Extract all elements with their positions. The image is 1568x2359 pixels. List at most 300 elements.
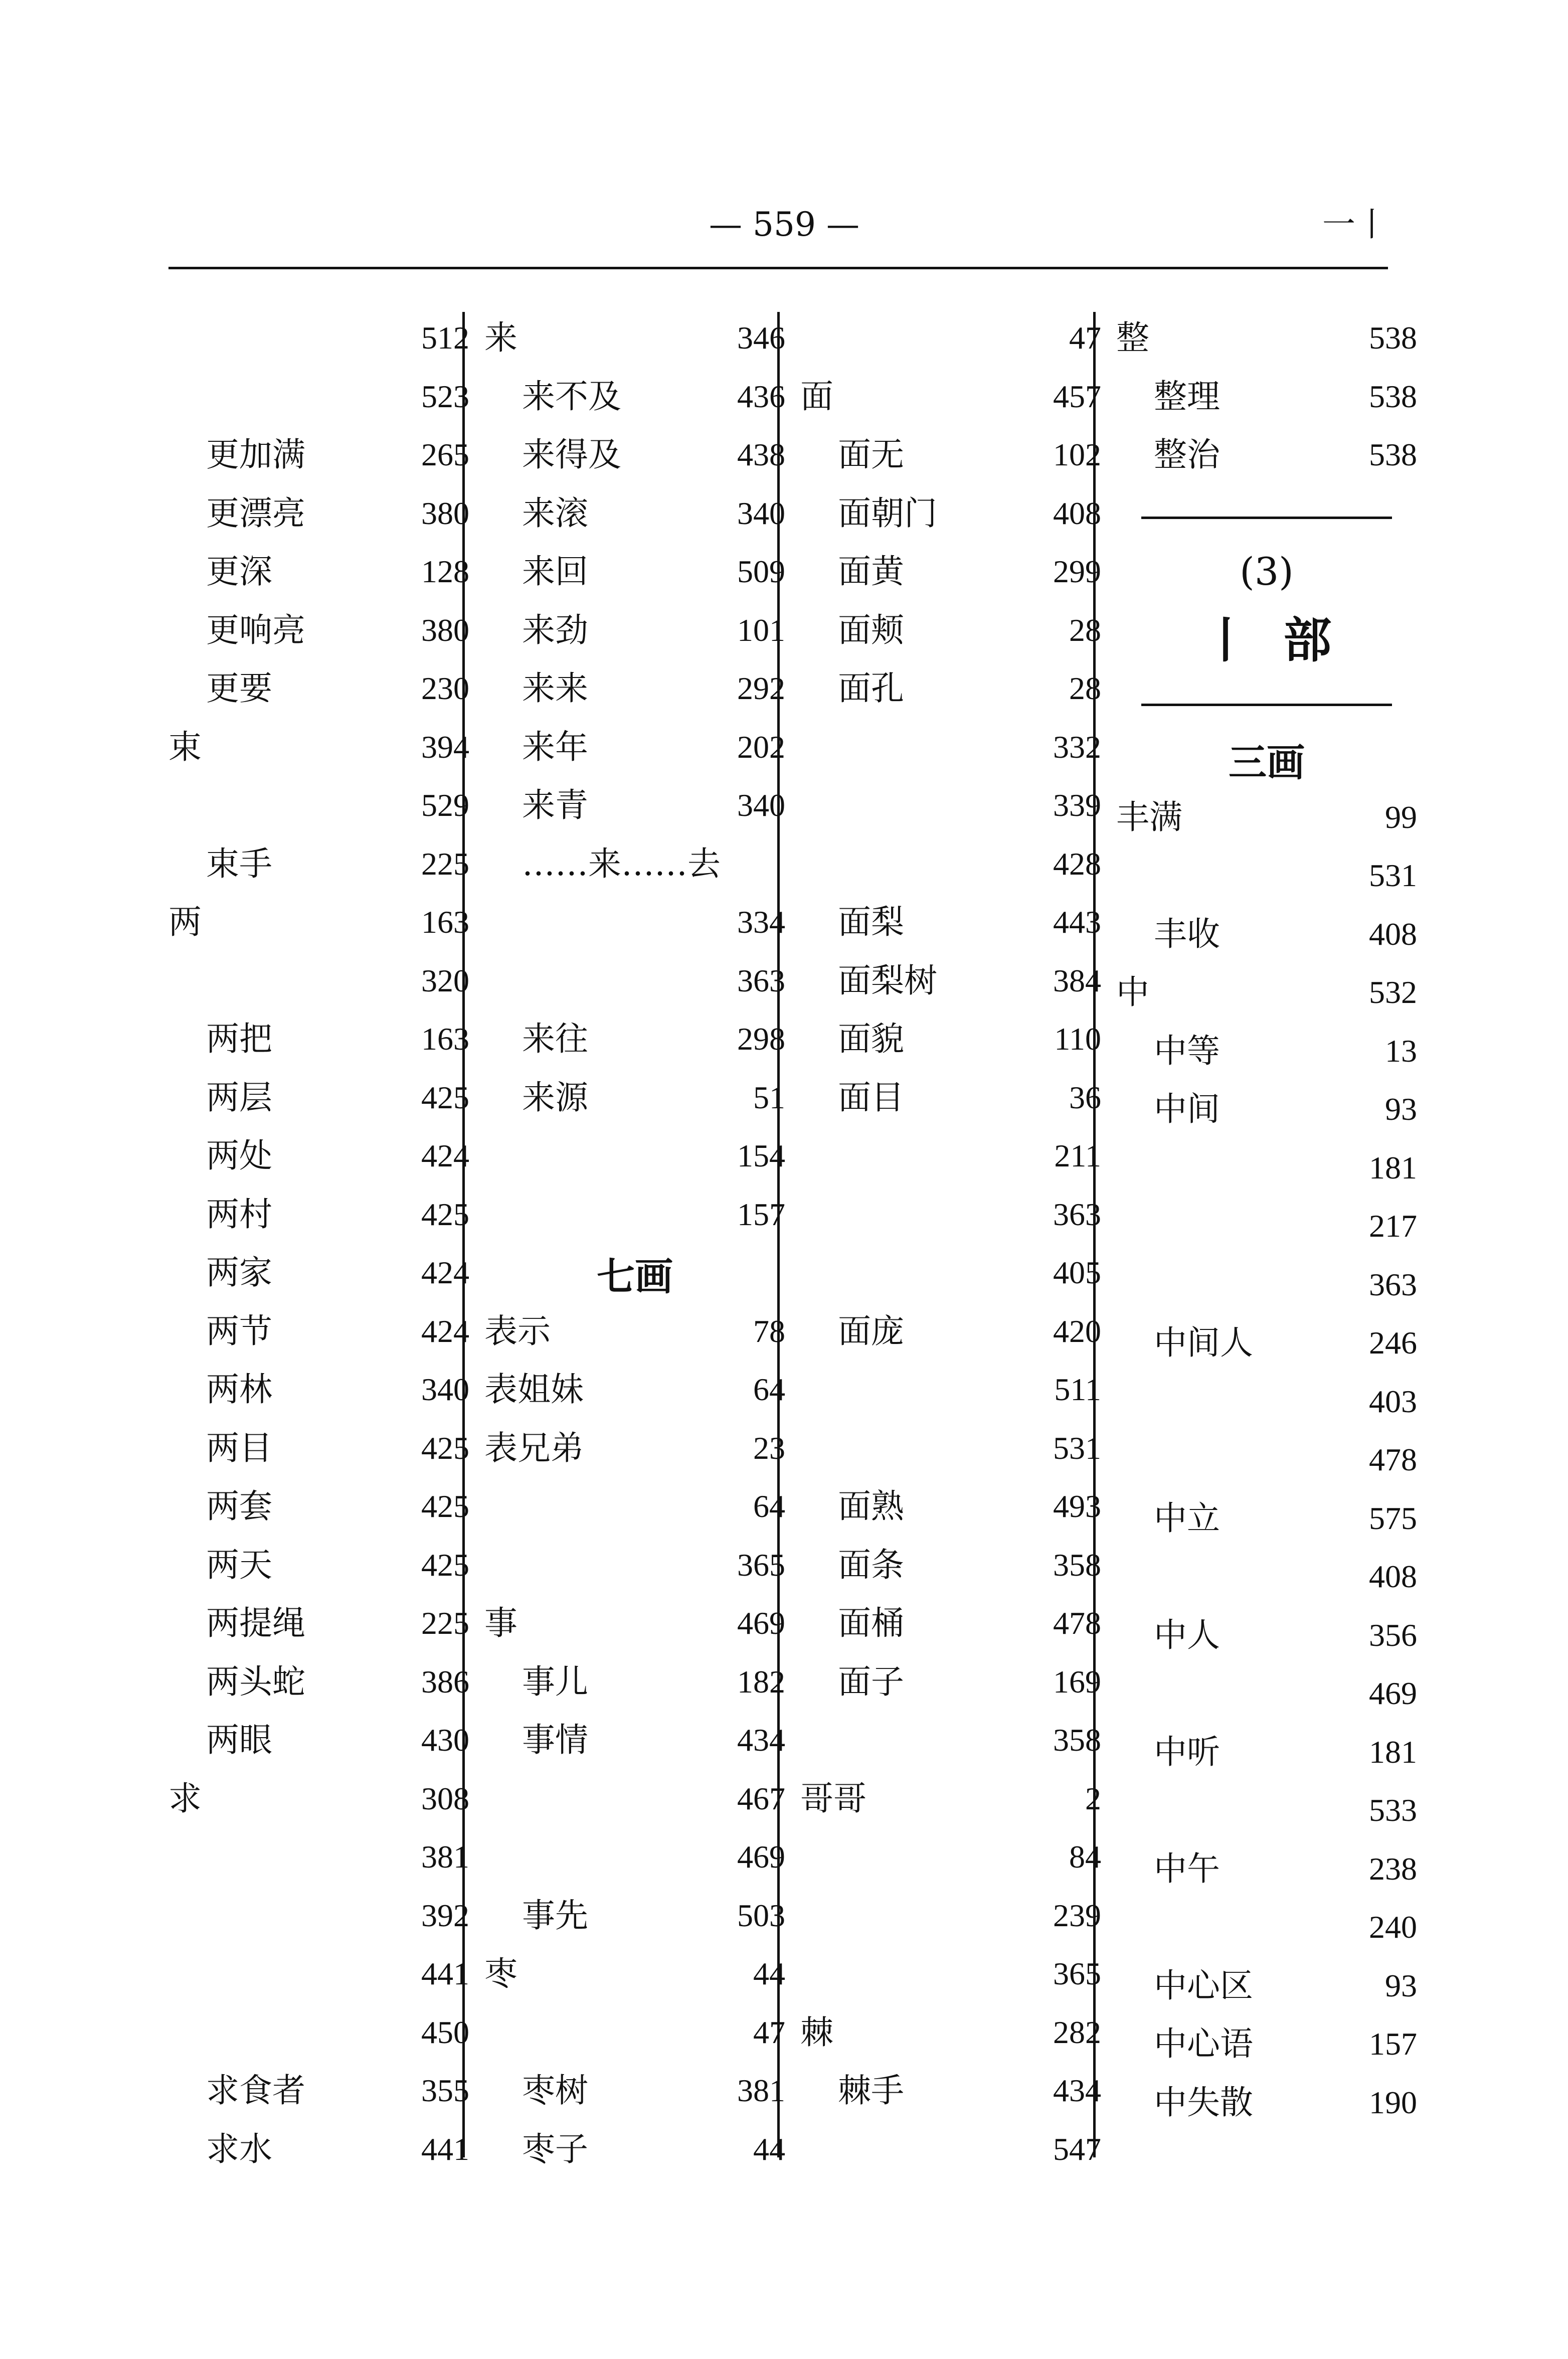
index-entry — [168, 488, 469, 547]
index-entry — [1116, 851, 1417, 909]
sub-term: ……来……去 — [522, 844, 721, 883]
head-term: 哥哥 — [800, 1779, 866, 1818]
page-ref: 424 — [421, 1138, 469, 1173]
index-entry — [800, 1248, 1101, 1306]
head-term: 中 — [1116, 973, 1149, 1012]
page-ref: 531 — [1369, 858, 1417, 893]
page-ref: 2 — [1085, 1780, 1101, 1816]
index-entry — [1116, 2078, 1417, 2136]
index-entry — [800, 1832, 1101, 1891]
page-ref: 238 — [1369, 1850, 1417, 1887]
index-entry — [800, 1657, 1101, 1716]
index-entry — [800, 1306, 1101, 1365]
index-entry — [800, 2124, 1101, 2183]
index-entry — [484, 1949, 785, 2007]
index-entry — [484, 1832, 785, 1891]
page-ref: 434 — [737, 1722, 785, 1758]
index-entry — [484, 2066, 785, 2124]
page-ref: 424 — [421, 1255, 469, 1290]
page-ref: 450 — [421, 2014, 469, 2050]
index-column-4 — [1116, 313, 1417, 2136]
index-entry — [484, 605, 785, 664]
index-entry — [168, 2066, 469, 2124]
index-entry — [168, 1949, 469, 2007]
index-entry — [800, 956, 1101, 1015]
sub-term: 枣子 — [522, 2129, 588, 2168]
page-ref: 332 — [1053, 729, 1101, 765]
index-entry — [1116, 1493, 1417, 1552]
sub-term: 更漂亮 — [206, 493, 305, 533]
page-ref: 225 — [421, 1605, 469, 1641]
sub-term: 来来 — [522, 669, 588, 708]
index-entry — [484, 1657, 785, 1716]
index-entry — [168, 313, 469, 372]
page-ref: 436 — [737, 378, 785, 414]
head-term: 面 — [800, 377, 833, 416]
page-ref: 575 — [1369, 1500, 1417, 1536]
sub-term: 面黄 — [838, 552, 904, 591]
page-ref: 441 — [421, 1956, 469, 1991]
page-ref: 469 — [737, 1605, 785, 1641]
page-ref: 102 — [1053, 437, 1101, 472]
sub-term: 面目 — [838, 1078, 904, 1117]
sub-term: 来不及 — [522, 377, 621, 416]
page-ref: 533 — [1369, 1792, 1417, 1828]
page-ref: 425 — [421, 1196, 469, 1232]
index-entry — [800, 722, 1101, 781]
sub-term: 两天 — [206, 1545, 272, 1584]
page-ref: 308 — [421, 1780, 469, 1816]
index-entry — [800, 1073, 1101, 1131]
page-ref: 36 — [1069, 1079, 1101, 1115]
sub-term: 求水 — [206, 2129, 272, 2168]
sub-term: 面子 — [838, 1662, 904, 1701]
index-entry — [484, 956, 785, 1015]
page-ref: 211 — [1054, 1138, 1101, 1173]
sub-term: 来滚 — [522, 493, 588, 533]
index-entry — [1116, 909, 1417, 968]
page-ref: 493 — [1053, 1488, 1101, 1524]
index-entry — [1116, 1844, 1417, 1903]
page-ref: 239 — [1053, 1897, 1101, 1933]
index-entry — [800, 1774, 1101, 1832]
index-entry — [168, 1540, 469, 1599]
page-ref: 441 — [421, 2131, 469, 2167]
index-entry — [484, 1131, 785, 1190]
sub-term: 事情 — [522, 1721, 588, 1759]
page-ref: 13 — [1385, 1033, 1417, 1069]
index-entry — [1116, 1435, 1417, 1493]
index-row — [1116, 676, 1417, 734]
sub-term: 面梨 — [838, 903, 904, 941]
head-term: 棘 — [800, 2012, 833, 2052]
page-ref: 340 — [421, 1372, 469, 1407]
page-ref: 334 — [737, 904, 785, 940]
page-ref: 386 — [421, 1663, 469, 1700]
page-ref: 355 — [421, 2073, 469, 2108]
index-entry — [800, 1949, 1101, 2007]
head-term: 枣 — [484, 1954, 517, 1993]
page-ref: 265 — [421, 437, 469, 472]
page-ref: 425 — [421, 1547, 469, 1583]
sub-term: 面梨树 — [838, 961, 937, 1000]
page-ref: 356 — [1369, 1617, 1417, 1653]
page-ref: 363 — [737, 962, 785, 998]
index-entry — [800, 2066, 1101, 2124]
index-entry — [484, 1481, 785, 1540]
sub-term: 面庞 — [838, 1311, 904, 1351]
page-ref: 408 — [1369, 916, 1417, 952]
head-term: 表姐妹 — [484, 1370, 584, 1409]
section-rule — [1141, 517, 1392, 519]
page-ref: 93 — [1385, 1967, 1417, 2003]
page-ref: 403 — [1369, 1383, 1417, 1419]
page-ref: 457 — [1053, 378, 1101, 414]
page-ref: 101 — [737, 612, 785, 648]
index-entry — [484, 839, 785, 898]
sub-term: 面孔 — [838, 669, 904, 708]
page-ref: 157 — [1369, 2026, 1417, 2062]
index-entry — [484, 1891, 785, 1949]
page-ref: 346 — [737, 320, 785, 356]
page-ref: 240 — [1369, 1909, 1417, 1945]
sub-term: 求食者 — [206, 2071, 305, 2110]
index-entry — [800, 1423, 1101, 1482]
index-entry — [168, 372, 469, 430]
index-entry — [800, 1540, 1101, 1599]
page-ref: 282 — [1053, 2014, 1101, 2050]
index-entry — [168, 1715, 469, 1774]
head-term: 两 — [168, 903, 202, 941]
index-entry — [484, 372, 785, 430]
head-term: 整 — [1116, 318, 1149, 357]
sub-term: 中立 — [1154, 1498, 1220, 1538]
index-entry — [1116, 967, 1417, 1026]
index-entry — [484, 1014, 785, 1073]
page-ref: 547 — [1053, 2131, 1101, 2167]
page-ref: 425 — [421, 1488, 469, 1524]
page-ref: 44 — [753, 1956, 785, 1991]
page-ref: 538 — [1369, 378, 1417, 414]
index-entry — [800, 1014, 1101, 1073]
index-entry — [1116, 1026, 1417, 1085]
page-ref: 529 — [421, 787, 469, 823]
page-ref: 64 — [753, 1488, 785, 1524]
index-entry — [484, 1190, 785, 1248]
index-entry — [800, 2007, 1101, 2066]
page-ref: 438 — [737, 437, 785, 472]
page-ref: 365 — [737, 1547, 785, 1583]
sub-term: 两林 — [206, 1370, 272, 1409]
index-entry — [168, 1832, 469, 1891]
index-entry — [800, 1131, 1101, 1190]
section-rule — [1141, 704, 1392, 706]
page-ref: 425 — [421, 1430, 469, 1466]
index-entry — [1116, 1961, 1417, 2019]
page-ref: 320 — [421, 962, 469, 998]
head-term: 表示 — [484, 1311, 551, 1351]
index-entry — [168, 1190, 469, 1248]
index-entry — [800, 663, 1101, 722]
sub-term: 中心语 — [1154, 2025, 1253, 2063]
page-ref: 381 — [737, 2073, 785, 2108]
index-entry — [168, 663, 469, 722]
index-entry — [168, 430, 469, 488]
page-number: — 559 — — [709, 205, 859, 244]
sub-term: 两把 — [206, 1020, 272, 1058]
index-entry — [800, 1365, 1101, 1423]
index-entry — [484, 547, 785, 605]
sub-term: 整理 — [1154, 377, 1220, 416]
sub-term: 面熟 — [838, 1487, 904, 1526]
index-entry — [484, 1540, 785, 1599]
page-ref: 365 — [1053, 1956, 1101, 1991]
index-entry — [484, 2124, 785, 2183]
page-ref: 51 — [753, 1079, 785, 1115]
page-ref: 523 — [421, 378, 469, 414]
page-ref: 163 — [421, 904, 469, 940]
page-ref: 424 — [421, 1313, 469, 1349]
page-ref: 299 — [1053, 554, 1101, 589]
index-entry — [484, 1774, 785, 1832]
sub-term: 来往 — [522, 1020, 588, 1058]
page-ref: 478 — [1053, 1605, 1101, 1641]
section-number: (3) — [1240, 549, 1294, 594]
index-row — [484, 1248, 785, 1306]
index-entry — [168, 1365, 469, 1423]
index-entry — [1116, 1727, 1417, 1786]
sub-term: 两节 — [206, 1311, 272, 1351]
page-ref: 93 — [1385, 1091, 1417, 1127]
index-entry — [168, 2007, 469, 2066]
index-entry — [168, 1891, 469, 1949]
index-entry — [800, 780, 1101, 839]
page-ref: 64 — [753, 1372, 785, 1407]
index-entry — [484, 1365, 785, 1423]
index-entry — [168, 1774, 469, 1832]
index-entry — [800, 1481, 1101, 1540]
index-column-3 — [800, 313, 1101, 2182]
sub-term: 中人 — [1154, 1615, 1220, 1654]
page-ref: 225 — [421, 846, 469, 882]
head-term: 丰满 — [1116, 797, 1182, 836]
page-ref: 23 — [753, 1430, 785, 1466]
sub-term: 中间 — [1154, 1090, 1220, 1128]
page-ref: 408 — [1053, 495, 1101, 531]
index-entry — [168, 1306, 469, 1365]
page-ref: 28 — [1069, 612, 1101, 648]
index-entry — [484, 430, 785, 488]
page-ref: 217 — [1369, 1208, 1417, 1244]
sub-term: 中听 — [1154, 1732, 1220, 1771]
running-head: 一丨 — [1322, 205, 1388, 244]
index-entry — [484, 663, 785, 722]
page-ref: 469 — [737, 1839, 785, 1875]
page-ref: 392 — [421, 1897, 469, 1933]
page-ref: 202 — [737, 729, 785, 765]
index-entry — [1116, 1552, 1417, 1610]
page-ref: 190 — [1369, 2084, 1417, 2120]
sub-term: 丰收 — [1154, 914, 1220, 953]
sub-term: 两处 — [206, 1136, 272, 1175]
page-ref: 128 — [421, 554, 469, 589]
radical-heading: 丨 部 — [1201, 611, 1332, 668]
page-ref: 503 — [737, 1897, 785, 1933]
sub-term: 中等 — [1154, 1031, 1220, 1070]
page-ref: 358 — [1053, 1547, 1101, 1583]
index-entry — [484, 1598, 785, 1657]
page-ref: 538 — [1369, 320, 1417, 356]
index-entry — [168, 1423, 469, 1482]
index-row — [1116, 488, 1417, 547]
page-ref: 246 — [1369, 1325, 1417, 1361]
index-entry — [1116, 2019, 1417, 2078]
page-ref: 157 — [737, 1196, 785, 1232]
sub-term: 中心区 — [1154, 1966, 1253, 2005]
index-entry — [168, 1014, 469, 1073]
index-entry — [800, 313, 1101, 372]
sub-term: 面无 — [838, 435, 904, 474]
index-entry — [800, 897, 1101, 956]
index-entry — [484, 1423, 785, 1482]
sub-term: 面桶 — [838, 1604, 904, 1642]
index-row — [1116, 605, 1417, 676]
page-ref: 381 — [421, 1839, 469, 1875]
index-entry — [800, 839, 1101, 898]
index-entry — [800, 1190, 1101, 1248]
sub-term: 更要 — [206, 669, 272, 708]
sub-term: 两套 — [206, 1487, 272, 1526]
head-term: 表兄弟 — [484, 1428, 584, 1467]
index-entry — [1116, 1610, 1417, 1669]
index-entry — [1116, 1143, 1417, 1202]
page-ref: 420 — [1053, 1313, 1101, 1349]
index-entry — [168, 605, 469, 664]
sub-term: 两头蛇 — [206, 1662, 305, 1701]
index-entry — [1116, 1201, 1417, 1260]
page-ref: 394 — [421, 729, 469, 765]
page-ref: 44 — [753, 2131, 785, 2167]
sub-term: 两眼 — [206, 1721, 272, 1759]
index-entry — [800, 605, 1101, 664]
index-entry — [484, 1306, 785, 1365]
index-entry — [168, 547, 469, 605]
page-ref: 78 — [753, 1313, 785, 1349]
page-ref: 47 — [1069, 320, 1101, 356]
page-ref: 181 — [1369, 1149, 1417, 1186]
sub-term: 棘手 — [838, 2071, 904, 2110]
index-entry — [1116, 1084, 1417, 1143]
index-entry — [800, 1715, 1101, 1774]
page-ref: 538 — [1369, 437, 1417, 472]
page-ref: 84 — [1069, 1839, 1101, 1875]
sub-term: 枣树 — [522, 2071, 588, 2110]
page-ref: 47 — [753, 2014, 785, 2050]
sub-term: 两家 — [206, 1253, 272, 1292]
page-ref: 430 — [421, 1722, 469, 1758]
index-entry — [168, 897, 469, 956]
sub-term: 来青 — [522, 786, 588, 824]
page-ref: 340 — [737, 495, 785, 531]
sub-term: 面颊 — [838, 610, 904, 649]
index-entry — [168, 722, 469, 781]
page-ref: 298 — [737, 1021, 785, 1057]
index-entry — [168, 780, 469, 839]
page-ref: 110 — [1054, 1021, 1101, 1057]
sub-term: 面条 — [838, 1545, 904, 1584]
page-ref: 443 — [1053, 904, 1101, 940]
index-entry — [168, 839, 469, 898]
page-ref: 425 — [421, 1079, 469, 1115]
index-entry — [484, 1073, 785, 1131]
index-entry — [1116, 1318, 1417, 1377]
index-entry — [484, 1715, 785, 1774]
sub-term: 来回 — [522, 552, 588, 591]
page-ref: 292 — [737, 670, 785, 706]
head-term: 事 — [484, 1604, 517, 1642]
sub-term: 事儿 — [522, 1662, 588, 1701]
sub-term: 两目 — [206, 1428, 272, 1467]
sub-term: 束手 — [206, 844, 272, 883]
index-entry — [1116, 1902, 1417, 1961]
sub-term: 来年 — [522, 727, 588, 766]
sub-term: 两层 — [206, 1078, 272, 1117]
sub-term: 两提绳 — [206, 1604, 305, 1642]
index-column-1 — [168, 313, 469, 2182]
page-ref: 531 — [1053, 1430, 1101, 1466]
sub-term: 面朝门 — [838, 493, 937, 533]
sub-term: 两村 — [206, 1195, 272, 1234]
page-ref: 230 — [421, 670, 469, 706]
index-entry — [168, 1657, 469, 1716]
index-entry — [1116, 1668, 1417, 1727]
index-row — [1116, 734, 1417, 792]
stroke-count-heading: 三画 — [1229, 740, 1305, 785]
head-term: 来 — [484, 318, 517, 357]
sub-term: 整治 — [1154, 435, 1220, 474]
sub-term: 来得及 — [522, 435, 621, 474]
index-column-2 — [484, 313, 785, 2182]
page-ref: 340 — [737, 787, 785, 823]
index-entry — [484, 897, 785, 956]
page-ref: 380 — [421, 495, 469, 531]
page-ref: 363 — [1369, 1266, 1417, 1302]
page-ref: 154 — [737, 1138, 785, 1173]
index-entry — [168, 956, 469, 1015]
index-entry — [800, 372, 1101, 430]
index-entry — [1116, 313, 1417, 372]
page-ref: 28 — [1069, 670, 1101, 706]
index-row — [1116, 547, 1417, 605]
header-rule — [168, 267, 1388, 269]
index-entry — [168, 1131, 469, 1190]
page-ref: 99 — [1385, 799, 1417, 835]
page-ref: 181 — [1369, 1734, 1417, 1770]
sub-term: 中失散 — [1154, 2083, 1253, 2122]
page-ref: 169 — [1053, 1663, 1101, 1700]
index-entry — [800, 547, 1101, 605]
index-entry — [1116, 372, 1417, 430]
sub-term: 更加满 — [206, 435, 305, 474]
page-ref: 358 — [1053, 1722, 1101, 1758]
page-ref: 428 — [1053, 846, 1101, 882]
index-entry — [484, 313, 785, 372]
sub-term: 中间人 — [1154, 1323, 1253, 1362]
page-ref: 182 — [737, 1663, 785, 1700]
page-ref: 384 — [1053, 962, 1101, 998]
page-ref: 467 — [737, 1780, 785, 1816]
index-entry — [168, 1073, 469, 1131]
